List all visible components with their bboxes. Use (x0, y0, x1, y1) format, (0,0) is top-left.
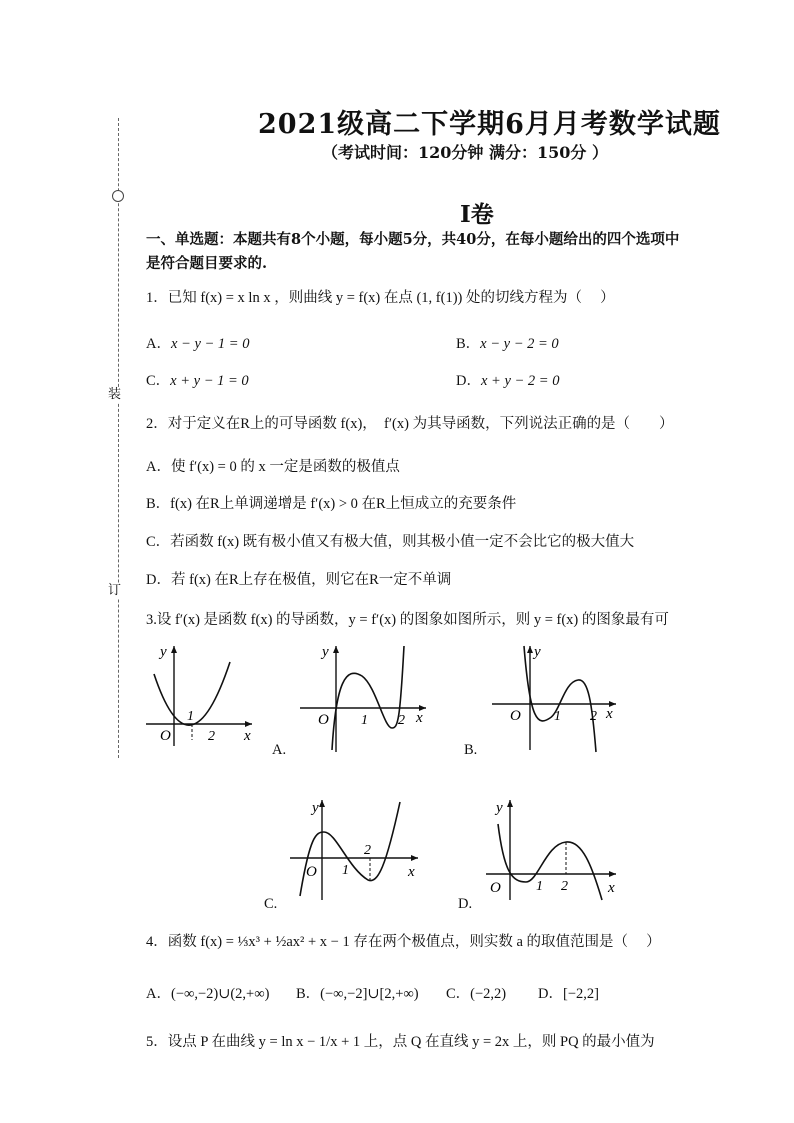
option-label: D． (146, 572, 171, 588)
graph-x-label: x (408, 864, 415, 880)
graph-x-label: x (416, 710, 423, 726)
graph-y-label: y (322, 644, 329, 660)
graph-y-label: y (160, 644, 167, 660)
option-text: 若 f(x) 在R上存在极值，则它在R一定不单调 (170, 572, 452, 588)
section-instruction-2: 是符合题目要求的. (146, 255, 268, 272)
graph-x-label: x (244, 728, 251, 744)
option-label: B． (296, 986, 321, 1002)
question-5-stem: 5．设点 P 在曲线 y = ln x − 1/x + 1 上，点 Q 在直线 y = 2x 上，则 PQ 的最小值为 (146, 1034, 655, 1050)
option-text: x − y − 2 = 0 (480, 336, 559, 352)
graph-tick-2: 2 (208, 729, 215, 744)
question-4-stem: 4．函数 f(x) = ⅓x³ + ½ax² + x − 1 存在两个极值点，则实数 a 的取值范围是（ ） (146, 934, 661, 950)
option-text: 若函数 f(x) 既有极小值又有极大值，则其极小值一定不会比它的极大值大 (170, 534, 635, 550)
question-3-option-c[interactable]: C. (264, 896, 278, 912)
page-title: 2021级高二下学期6月月考数学试题 (258, 109, 721, 140)
question-3-derivative-graph (142, 642, 258, 748)
graph-tick-2: 2 (561, 879, 568, 894)
graph-tick-1: 1 (361, 713, 368, 728)
graph-origin-label: O (510, 708, 521, 724)
option-text: (−2,2) (470, 986, 507, 1002)
binding-hole-icon (112, 190, 124, 202)
option-label: C． (146, 534, 171, 550)
question-3-option-d[interactable]: D. (458, 896, 473, 912)
section-title: I卷 (460, 201, 494, 228)
graph-tick-2: 2 (398, 713, 405, 728)
question-2-stem: 2．对于定义在R上的可导函数 f(x)， f′(x) 为其导函数，下列说法正确的是（ ） (146, 416, 674, 432)
graph-y-label: y (496, 800, 503, 816)
graph-tick-1: 1 (536, 879, 543, 894)
option-text: 使 f′(x) = 0 的 x 一定是函数的极值点 (170, 459, 400, 475)
option-label: A． (146, 459, 171, 475)
graph-tick-2: 2 (590, 709, 597, 724)
question-3-option-d-graph (482, 796, 622, 902)
option-text: [−2,2] (562, 986, 599, 1002)
option-label: B． (146, 496, 171, 512)
option-label: A． (146, 336, 171, 352)
graph-origin-label: O (490, 880, 501, 896)
graph-y-label: y (534, 644, 541, 660)
option-label: B． (456, 336, 481, 352)
question-1-option-d[interactable] (456, 369, 559, 390)
question-2-option-d[interactable] (146, 568, 451, 589)
option-text: x + y − 2 = 0 (480, 373, 560, 389)
question-4-option-d[interactable] (538, 982, 599, 1003)
option-label: C． (446, 986, 471, 1002)
question-1-option-b[interactable] (456, 332, 559, 353)
question-1-stem: 1．已知 f(x) = x ln x ，则曲线 y = f(x) 在点 (1, f(1)) 处的切线方程为（ ） (146, 290, 615, 306)
graph-x-label: x (606, 706, 613, 722)
binding-mark-zhuang: 装 (108, 387, 122, 402)
graph-tick-1: 1 (342, 863, 349, 878)
question-4-option-a[interactable] (146, 982, 269, 1003)
question-4-option-b[interactable] (296, 982, 419, 1003)
graph-x-label: x (608, 880, 615, 896)
option-text: (−∞,−2)∪(2,+∞) (170, 986, 270, 1002)
graph-tick-2: 2 (364, 843, 371, 858)
graph-origin-label: O (306, 864, 317, 880)
question-3-option-b[interactable]: B. (464, 742, 478, 758)
question-3-stem: 3.设 f′(x) 是函数 f(x) 的导函数，y = f′(x) 的图象如图所示，则 y = f(x) 的图象最有可 (146, 612, 669, 628)
question-2-option-b[interactable] (146, 492, 516, 513)
option-text: x − y − 1 = 0 (170, 336, 250, 352)
question-3-option-a-graph (296, 642, 432, 754)
option-label: A． (146, 986, 171, 1002)
section-instruction-1: 一、单选题：本题共有8个小题，每小题5分，共40分，在每小题给出的四个选项中 (146, 231, 680, 248)
question-2-option-c[interactable] (146, 530, 634, 551)
option-label: D． (538, 986, 563, 1002)
option-label: D． (456, 373, 481, 389)
binding-mark-ding: 订 (108, 583, 122, 598)
binding-line (118, 118, 119, 758)
graph-origin-label: O (160, 728, 171, 744)
question-2-option-a[interactable] (146, 455, 400, 476)
question-3-option-b-graph (488, 642, 622, 754)
question-3-option-a[interactable]: A. (272, 742, 287, 758)
question-1-option-a[interactable] (146, 332, 249, 353)
graph-y-label: y (312, 800, 319, 816)
question-4-option-c[interactable] (446, 982, 506, 1003)
option-label: C． (146, 373, 171, 389)
option-text: f(x) 在R上单调递增是 f′(x) > 0 在R上恒成立的充要条件 (170, 496, 517, 512)
question-1-option-c[interactable] (146, 369, 249, 390)
page-subtitle: （考试时间：120分钟 满分：150分 ） (322, 143, 608, 162)
graph-origin-label: O (318, 712, 329, 728)
graph-tick-1: 1 (187, 709, 194, 724)
option-text: (−∞,−2]∪[2,+∞) (320, 986, 419, 1002)
option-text: x + y − 1 = 0 (170, 373, 249, 389)
question-3-option-c-graph (286, 796, 424, 902)
graph-tick-1: 1 (554, 709, 561, 724)
